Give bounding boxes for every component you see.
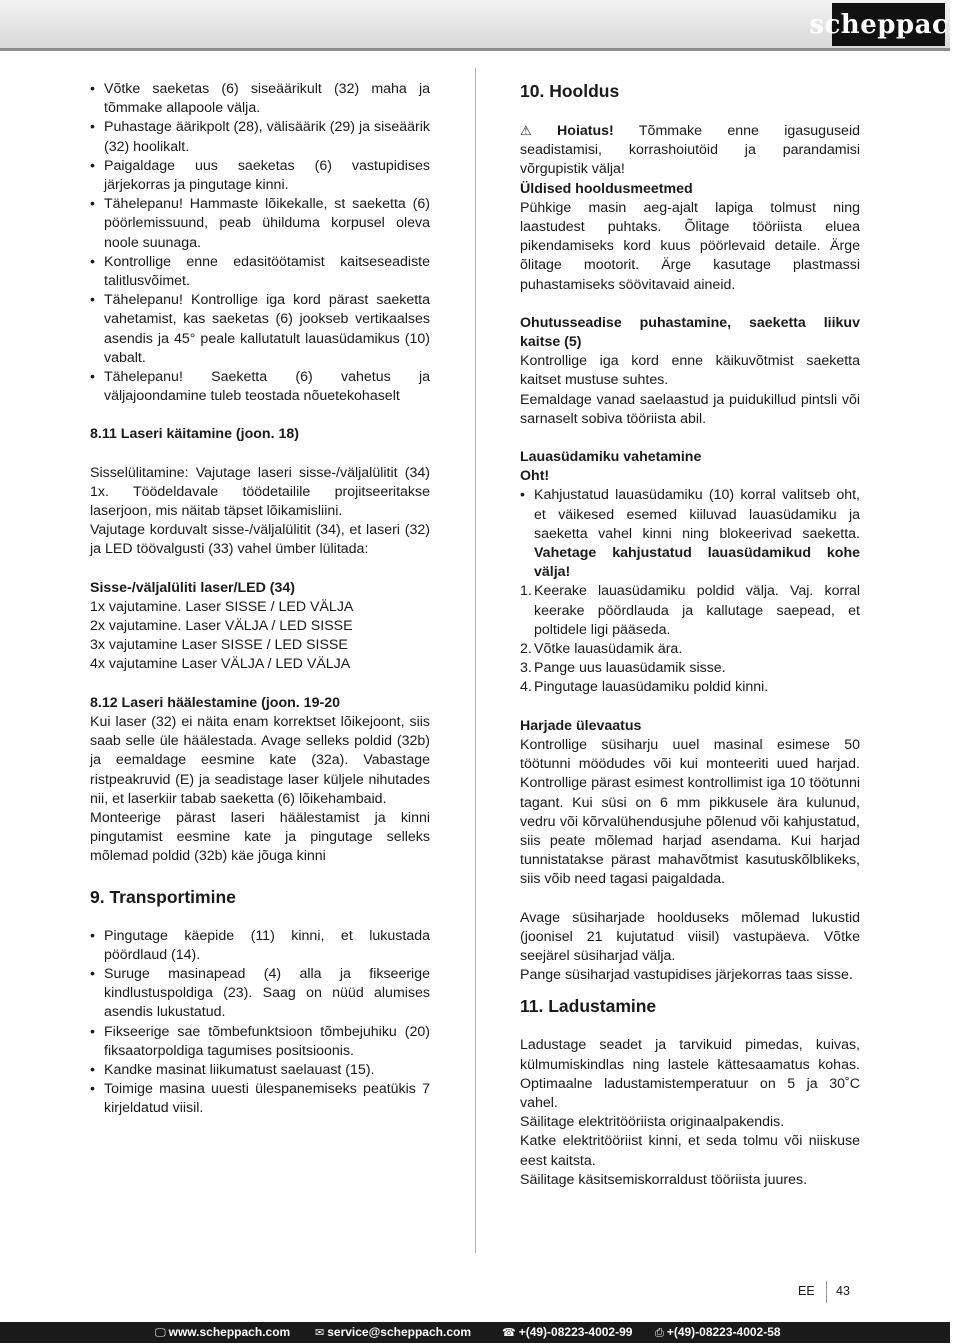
left-column bbox=[90, 80, 430, 1119]
phone-text: +(49)-08223-4002-99 bbox=[518, 1325, 633, 1339]
list-item bbox=[520, 582, 860, 640]
list-item-text: Kahjustatud lauasüdamiku (10) korral valitseb oht, et väikesed esemed kiiluvad lauasüdamiku ja saeketta vahel kinni ning blokeerivad saeketta. bbox=[534, 487, 860, 542]
list-item: • Toimige masina uuesti ülespanemiseks peatükis 7 kirjeldatud viisil. bbox=[90, 1080, 430, 1118]
chapter-heading-9: 9. Transportimine bbox=[90, 886, 236, 907]
right-column bbox=[520, 80, 860, 1190]
language-code: EE bbox=[798, 1284, 815, 1298]
bullet-list bbox=[520, 486, 860, 582]
paragraph: Eemaldage vanad saelaastud ja puidukillud pintsli või sarnaselt sobiva tööriista abil. bbox=[520, 391, 860, 427]
bullet-list bbox=[90, 80, 430, 406]
paragraph: Monteerige pärast laseri häälestamist ja kinni pingutamist eesmine kate ja pingutage selleks mõlemad poldid (32b) käe jõuga kinni bbox=[90, 809, 430, 865]
list-item: • Kontrollige enne edasitöötamist kaitseseadiste talitlusvõimet. bbox=[90, 253, 430, 291]
mail-icon: ✉ bbox=[315, 1327, 325, 1339]
paragraph: Kontrollige iga kord enne käikuvõtmist saeketta kaitset mustuse suhtes. bbox=[520, 353, 860, 389]
phone-icon: ☎ bbox=[502, 1327, 516, 1339]
paragraph: Ladustage seadet ja tarvikuid pimedas, kuivas, külmumiskindlas ning lastele kättesaamatus kohas. Optimaalne ladustamistemperatuur on 5 ja 30˚C vahel. bbox=[520, 1037, 860, 1111]
switch-line: 1x vajutamine. Laser SISSE / LED VÄLJA bbox=[90, 598, 354, 615]
list-item bbox=[520, 659, 860, 678]
website-link[interactable] bbox=[155, 1322, 290, 1344]
list-item: • Tähelepanu! Kontrollige iga kord pärast saeketta vahetamist, kas saeketas (6) jookseb vertikaalses asendis ja 45° peale kallutatult lauasüdamikus (10) vabalt. bbox=[90, 291, 430, 368]
subheading-clean: Ohutusseadise puhastamine, saeketta liikuv kaitse (5) bbox=[520, 314, 860, 351]
step-number: 3. bbox=[520, 660, 532, 677]
bullet-list bbox=[90, 927, 430, 1119]
email-link[interactable] bbox=[315, 1322, 471, 1344]
list-item bbox=[520, 640, 860, 659]
monitor-icon: 🖵 bbox=[155, 1327, 166, 1339]
list-item bbox=[520, 486, 860, 582]
paragraph: Sisselülitamine: Vajutage laseri sisse-/väljalülitit (34) 1x. Töödeldavale töödetailile projitseeritakse laserjoon, mis näitab täpset lõikamisliini. bbox=[90, 464, 430, 520]
section-heading-8-11: 8.11 Laseri käitamine (joon. 18) bbox=[90, 426, 299, 443]
section-heading-8-12: 8.12 Laseri häälestamine (joon. 19-20 bbox=[90, 694, 340, 711]
paragraph: Pange süsiharjad vastupidises järjekorras taas sisse. bbox=[520, 967, 853, 984]
warning-text: Tõmmake enne igasuguseid seadistamisi, korrashoiutöid ja parandamisi võrgupistik välja! bbox=[520, 123, 860, 178]
switch-heading: Sisse-/väljalüliti laser/LED (34) bbox=[90, 579, 296, 596]
fax-info bbox=[655, 1322, 781, 1344]
list-item: • Suruge masinapead (4) alla ja fikseerige kindlustuspoldiga (23). Saag on nüüd alumises asendis lukustatud. bbox=[90, 965, 430, 1023]
list-item: • Kandke masinat liikumatust saelauast (15). bbox=[90, 1061, 430, 1080]
step-text: Pange uus lauasüdamik sisse. bbox=[534, 660, 726, 677]
warning-paragraph bbox=[520, 121, 860, 180]
list-item: • Paigaldage uus saeketas (6) vastupidises järjekorras ja pingutage kinni. bbox=[90, 157, 430, 195]
list-item: • Puhastage äärikpolt (28), välisäärik (29) ja siseäärik (32) hoolikalt. bbox=[90, 118, 430, 156]
contact-bar bbox=[0, 1322, 950, 1343]
step-text: Pingutage lauasüdamiku poldid kinni. bbox=[534, 679, 769, 696]
list-item: • Fikseerige sae tõmbefunktsioon tõmbejuhiku (20) fiksaatorpoldiga tagumises positsioonis. bbox=[90, 1023, 430, 1061]
switch-line: 2x vajutamine. Laser VÄLJA / LED SISSE bbox=[90, 618, 353, 635]
website-text: www.scheppach.com bbox=[168, 1325, 291, 1339]
subheading-brush: Harjade ülevaatus bbox=[520, 717, 642, 734]
subheading-insert: Lauasüdamiku vahetamine bbox=[520, 449, 702, 466]
paragraph: Säilitage käsitsemiskorraldust tööriista juures. bbox=[520, 1171, 808, 1188]
step-number: 2. bbox=[520, 641, 532, 658]
footer-separator bbox=[826, 1281, 827, 1303]
list-item: • Tähelepanu! Hammaste lõikekalle, st saeketta (6) pöörlemissuund, peab ühilduma korpusel oleva noole suunaga. bbox=[90, 195, 430, 253]
numbered-list bbox=[520, 582, 860, 697]
switch-line: 4x vajutamine Laser VÄLJA / LED VÄLJA bbox=[90, 656, 351, 673]
paragraph: Katke elektritööriist kinni, et seda tolmu või niiskuse eest kaitsta. bbox=[520, 1133, 860, 1169]
paragraph: Kontrollige süsiharju uuel masinal esimese 50 töötunni möödudes või kui monteeriti uued harjad. Kontrollige pärast esimest kontrollimist iga 10 töötunni tagant. Kui süsi on 6 mm pikkusele ära kulunud, vedru või kõrvalühendusjuhe põlenud või kahjustatud, siis peate mõlemad harjad asendama. Kui harjad tunnistatakse pärast mahavõtmist kasutuskõlblikeks, siis võib need tagasi paigaldada. bbox=[520, 736, 860, 888]
step-number: 4. bbox=[520, 679, 532, 696]
step-number: 1. bbox=[520, 583, 532, 600]
list-item: • Pingutage käepide (11) kinni, et lukustada pöördlaud (14). bbox=[90, 927, 430, 965]
column-divider bbox=[475, 68, 476, 1253]
phone-info bbox=[502, 1322, 632, 1344]
list-item: • Tähelepanu! Saeketta (6) vahetus ja väljajoondamine tuleb teostada nõuetekohaselt bbox=[90, 368, 430, 406]
paragraph: Vajutage korduvalt sisse-/väljalülitit (34), et laseri (32) ja LED töövalgusti (33) vahel ümber lülitada: bbox=[90, 522, 430, 558]
fax-icon: ⎙ bbox=[655, 1327, 664, 1339]
step-text: Võtke lauasüdamik ära. bbox=[534, 641, 683, 658]
email-text: service@scheppach.com bbox=[327, 1325, 471, 1339]
header-bar bbox=[0, 0, 968, 51]
chapter-heading-11: 11. Ladustamine bbox=[520, 996, 657, 1017]
list-item: • Võtke saeketas (6) siseäärikult (32) maha ja tõmmake allapoole välja. bbox=[90, 80, 430, 118]
danger-label: Oht! bbox=[520, 468, 550, 485]
paragraph: Säilitage elektritööriista originaalpakendis. bbox=[520, 1114, 785, 1131]
scheppach-logo: scheppach bbox=[832, 3, 945, 46]
fax-text: +(49)-08223-4002-58 bbox=[666, 1325, 781, 1339]
page-number: 43 bbox=[836, 1284, 850, 1298]
paragraph: Avage süsiharjade hoolduseks mõlemad lukustid (joonisel 21 kujutatud viisil) vastupäeva. Võtke seejärel süsiharjad välja. bbox=[520, 909, 860, 964]
paragraph: Kui laser (32) ei näita enam korrektset lõikejoont, siis saab selle üle häälestada. Avage selleks poldid (32b) ja eemaldage eesmine kate (32a). Vabastage ristpeakruvid (E) ja seadistage laser küljele nihutades nii, et laserkiir tabab saeketta (6) lõikehambaid. bbox=[90, 713, 430, 807]
chapter-heading-10: 10. Hooldus bbox=[520, 81, 620, 101]
warning-label: Hoiatus! bbox=[557, 123, 614, 139]
subheading-general: Üldised hooldusmeetmed bbox=[520, 180, 693, 197]
list-item-bold-text: Vahetage kahjustatud lauasüdamikud kohe välja! bbox=[534, 545, 860, 581]
warning-triangle-icon: ⚠ bbox=[520, 123, 532, 138]
paragraph: Pühkige masin aeg-ajalt lapiga tolmust ning laastudest puhtaks. Õlitage tööriista eluea pikendamiseks kord kuus pöörlevaid detaile. Ärge õlitage mootorit. Ärge kasutage plastmassi puhastamiseks söövitavaid aineid. bbox=[520, 199, 860, 293]
step-text: Keerake lauasüdamiku poldid välja. Vaj. korral keerake pöördlauda ja kallutage saepead, et poltidele ligi pääseda. bbox=[534, 583, 860, 638]
switch-line: 3x vajutamine Laser SISSE / LED SISSE bbox=[90, 637, 348, 654]
list-item bbox=[520, 678, 860, 697]
